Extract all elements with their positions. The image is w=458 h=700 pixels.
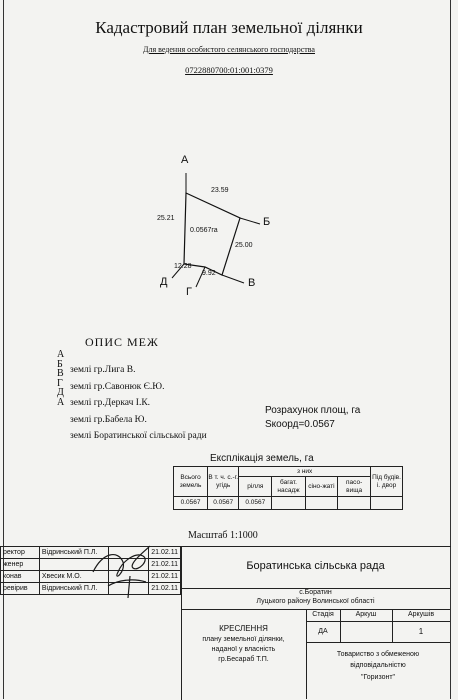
length-ab: 23.59	[211, 187, 229, 194]
stamp-company-l3: "Горизонт"	[360, 674, 396, 681]
length-bv: 25.00	[235, 242, 253, 249]
boundary-text: землі гр.Савонюк Є.Ю.	[70, 381, 165, 392]
stamp-date: 21.02.11	[149, 583, 181, 595]
document-title: Кадастровий план земельної ділянки	[95, 18, 363, 37]
area-calc-value: Sкоорд=0.0567	[265, 419, 335, 430]
boundary-letter: А	[57, 349, 65, 360]
stamp-date: 21.02.11	[149, 559, 181, 571]
cadastral-number: 0722880700:01:001:0379	[185, 65, 273, 75]
header-agri: В т. ч. с.-г. угідь	[208, 467, 239, 497]
header-built: Під будів. і. двор	[371, 467, 403, 497]
header-total: Всього земель	[174, 467, 208, 497]
boundary-text: землі гр.Деркач І.К.	[70, 398, 151, 409]
stamp-date: 21.02.11	[149, 547, 181, 559]
stamp-role: ректор	[1, 547, 40, 559]
value-perennial	[272, 497, 305, 510]
value-hay	[305, 497, 338, 510]
header-pasture: пасо-вища	[338, 477, 371, 497]
stamp-drawing-l1: плану земельної ділянки,	[202, 636, 285, 643]
plot-boundary	[184, 193, 240, 275]
stamp-stage-value: ДА	[318, 628, 328, 635]
stamp-drawing-l2: наданої у власність	[211, 646, 276, 653]
stamp-role: ревірив	[1, 583, 40, 595]
stamp-divider-3	[306, 621, 450, 622]
length-da: 25.21	[157, 215, 175, 222]
explication-table	[173, 466, 403, 510]
point-v-label: В	[248, 277, 256, 289]
point-b-label: Б	[263, 216, 271, 228]
value-arable: 0.0567	[239, 497, 272, 510]
stamp-divider-4	[306, 642, 450, 643]
signature-icon	[88, 542, 158, 602]
area-calc-title: Розрахунок площ, га	[265, 405, 361, 416]
stamp-org: Боратинська сільська рада	[246, 560, 385, 572]
stamp-name: Хвесик М.О.	[39, 571, 108, 583]
stamp-divider-2	[181, 609, 450, 610]
stamp-stage-label: Стадія	[312, 611, 334, 618]
stamp-role: конав	[1, 571, 40, 583]
point-g-label: Г	[186, 286, 192, 298]
value-pasture	[338, 497, 371, 510]
stamp-location-1: с.Боратин	[299, 589, 332, 596]
stamp-location-2: Луцького району Волинської області	[256, 598, 375, 605]
value-agri: 0.0567	[208, 497, 239, 510]
boundary-letter: Г	[57, 377, 63, 389]
boundary-letter: Д	[57, 387, 64, 399]
boundaries-heading: ОПИС МЕЖ	[85, 335, 159, 349]
leader-b	[240, 218, 260, 224]
stamp-date: 21.02.11	[149, 571, 181, 583]
header-group: з них	[239, 467, 371, 477]
length-vg: 9.92	[202, 270, 216, 277]
boundary-texts	[70, 362, 207, 445]
value-built	[371, 497, 403, 510]
stamp-role: женер	[1, 559, 40, 571]
stamp-name: Відринський П.Л.	[39, 583, 108, 595]
scale-label: Масштаб 1:1000	[188, 530, 258, 541]
boundary-letters	[57, 350, 64, 408]
stamp-sheet-label: Аркуш	[355, 611, 377, 618]
value-total: 0.0567	[174, 497, 208, 510]
leader-v	[222, 275, 244, 283]
stamp-sheets-label: Аркушів	[407, 611, 435, 618]
length-gd: 12.28	[174, 263, 192, 270]
header-arable: рілля	[239, 477, 272, 497]
boundary-text: землі Боратинської сільської ради	[70, 431, 207, 442]
plot-area-label: 0.0567га	[190, 227, 218, 234]
boundary-letter: В	[57, 368, 64, 380]
point-d-label: Д	[160, 276, 168, 288]
stamp-sheets-value: 1	[418, 627, 424, 636]
boundary-text: землі гр.Бабела Ю.	[70, 414, 147, 425]
stamp-company-l1: Товариство з обмеженою	[336, 651, 420, 658]
boundary-letter: Б	[57, 358, 63, 370]
point-a-label: А	[181, 154, 189, 166]
stamp-name: Відринський П.Л.	[39, 547, 108, 559]
stamp-company-l2: відповідальністю	[350, 662, 406, 669]
stamp-drawing-l3: гр.Бесараб Т.П.	[218, 656, 269, 663]
explication-title: Експлікація земель, га	[210, 453, 314, 464]
boundary-letter: А	[57, 396, 65, 408]
header-hay: сіно-жаті	[305, 477, 338, 497]
stamp-drawing-title: КРЕСЛЕННЯ	[219, 624, 268, 633]
document-subtitle: Для ведення особистого селянського господарства	[143, 45, 315, 54]
boundary-text: землі гр.Лига В.	[70, 365, 136, 375]
header-perennial: багат. насадж	[272, 477, 305, 497]
